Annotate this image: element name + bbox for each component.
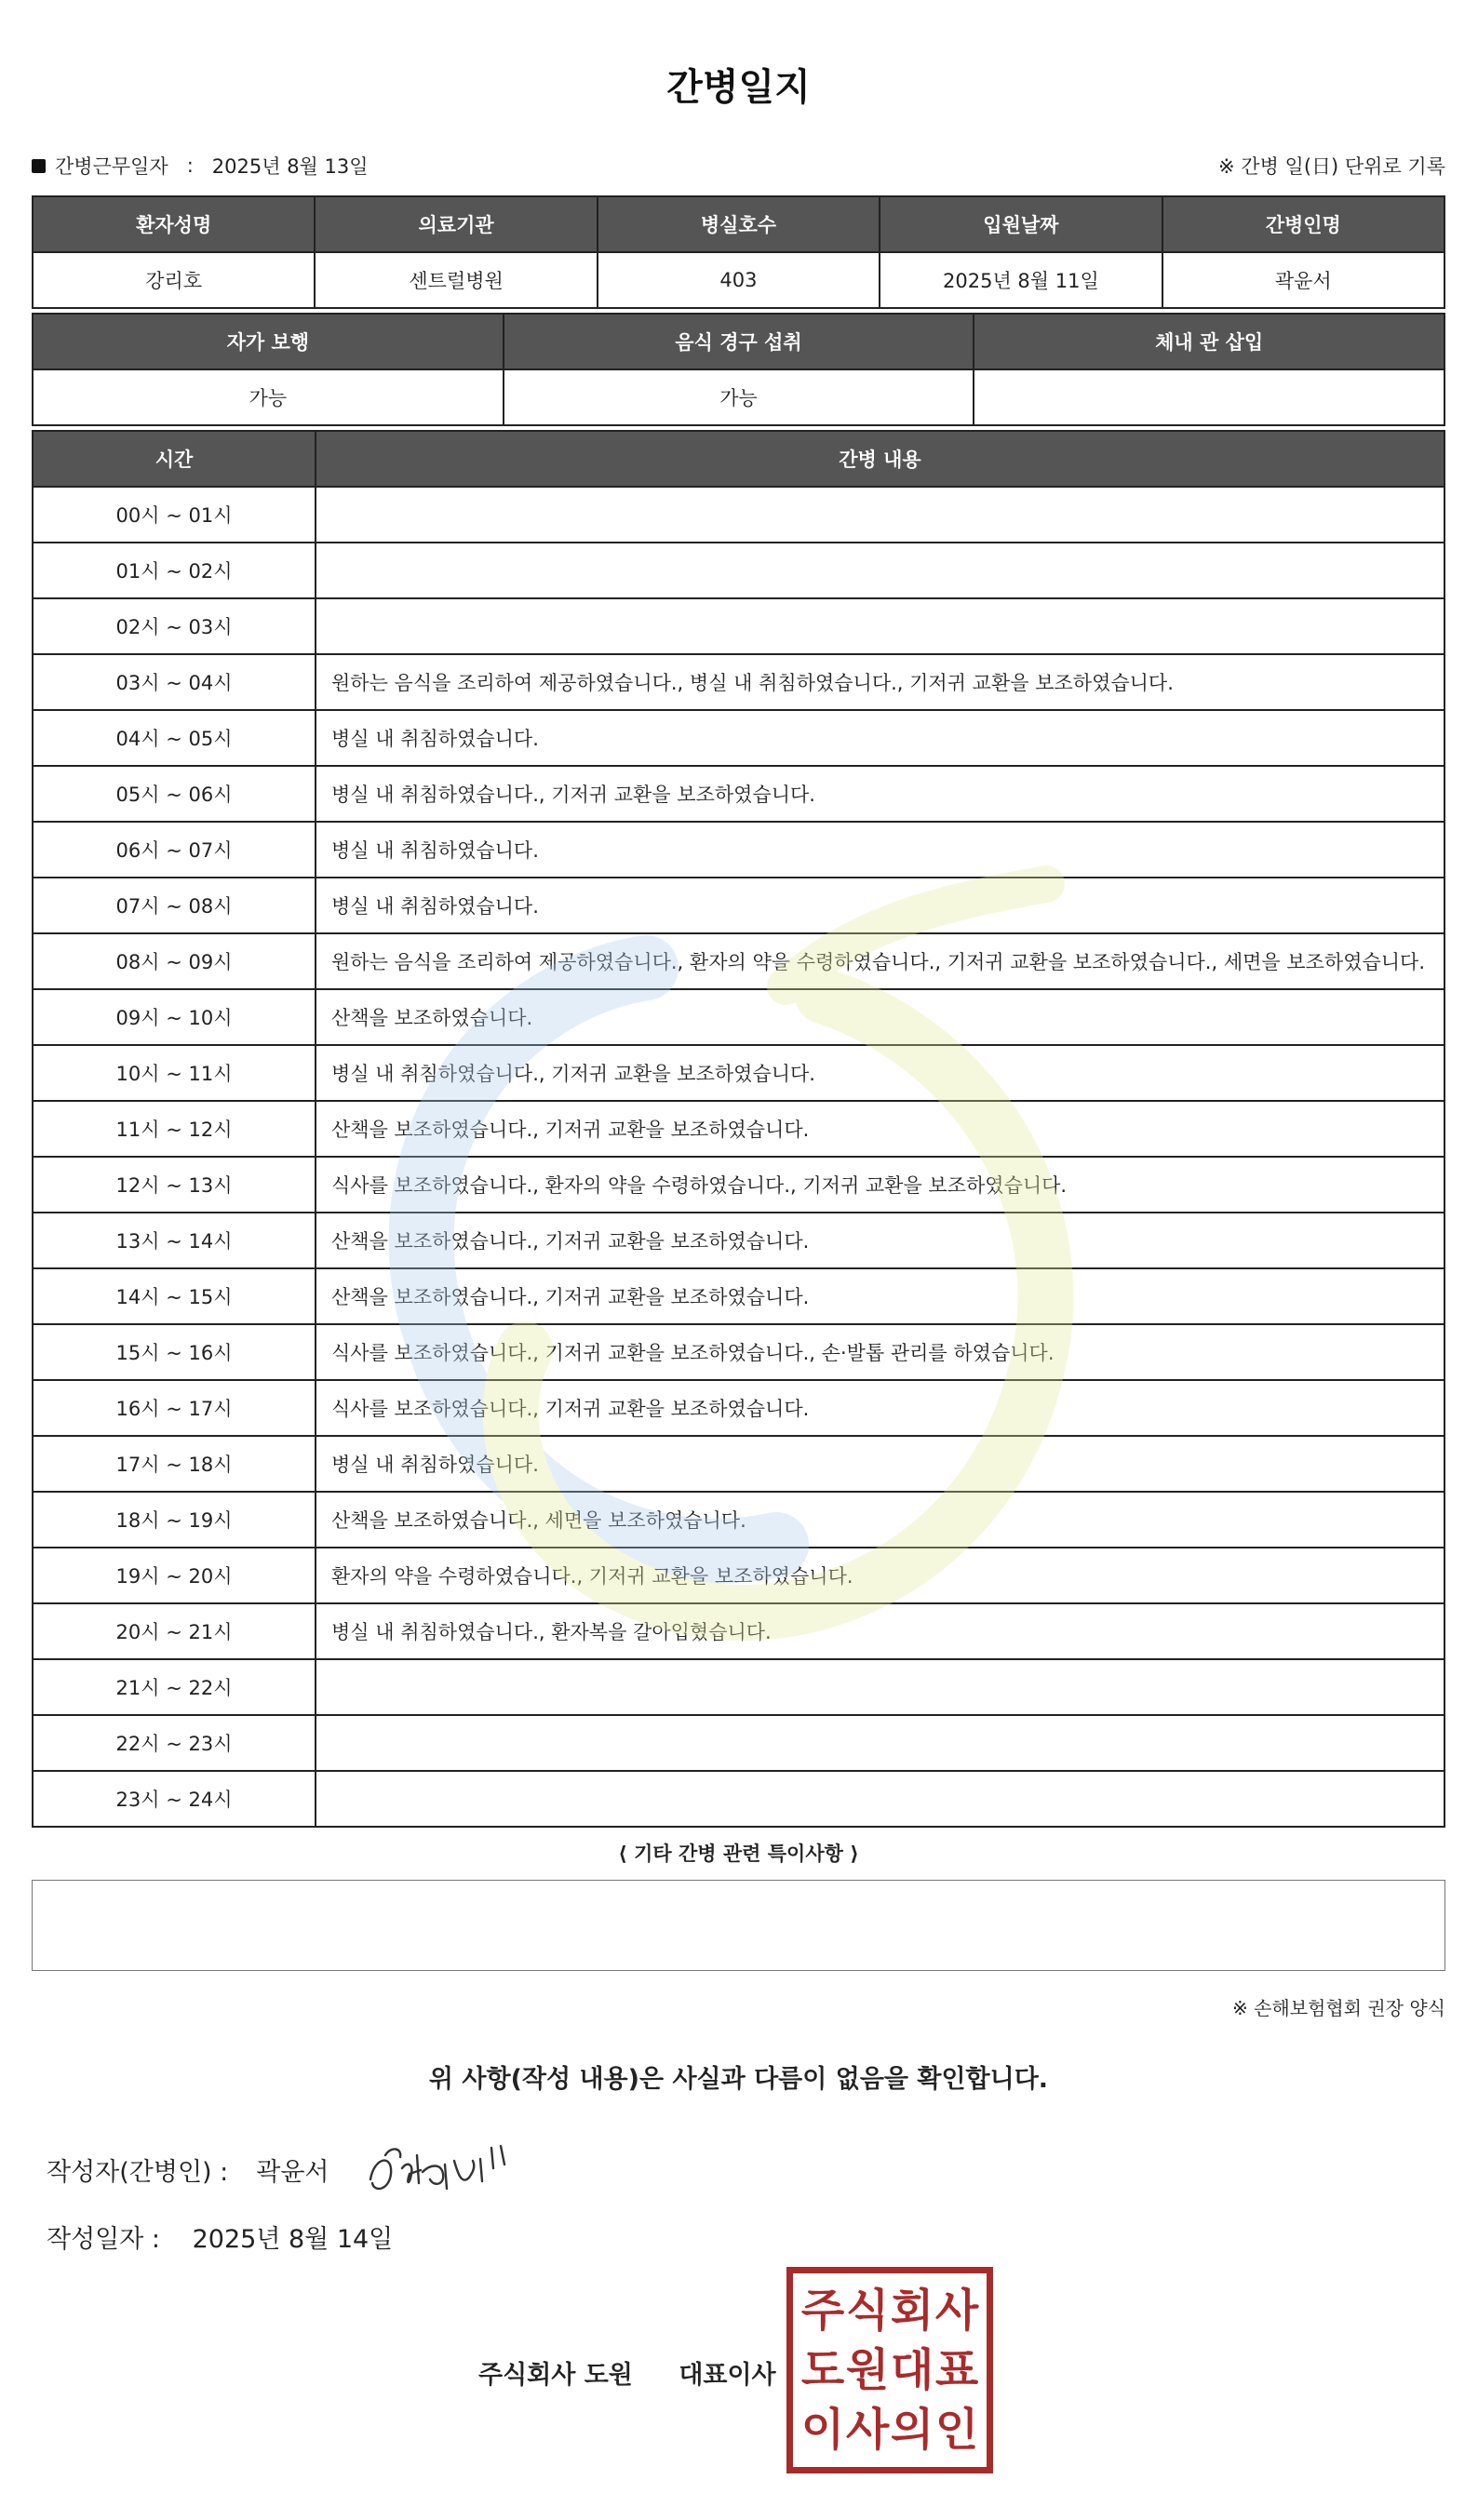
time-slot: 20시 ~ 21시 <box>33 1603 316 1659</box>
meta-row <box>32 152 1445 181</box>
time-slot: 10시 ~ 11시 <box>33 1045 316 1101</box>
page-title: 간병일지 <box>666 66 811 109</box>
patient-info-table <box>32 195 1445 309</box>
care-content: 식사를 보조하였습니다., 기저귀 교환을 보조하였습니다., 손·발톱 관리를 하였습니다. <box>316 1324 1444 1380</box>
time-slot: 17시 ~ 18시 <box>33 1436 316 1492</box>
header-care-content: 간병 내용 <box>316 431 1444 487</box>
care-content: 원하는 음식을 조리하여 제공하였습니다., 환자의 약을 수령하였습니다., 기저귀 교환을 보조하였습니다., 세면을 보조하였습니다. <box>316 933 1444 989</box>
record-unit-note: ※ 간병 일(日) 단위로 기록 <box>1218 155 1445 178</box>
seal-character: 대 <box>890 2344 934 2396</box>
header-caregiver: 간병인명 <box>1162 196 1444 252</box>
confirmation-statement: 위 사항(작성 내용)은 사실과 다름이 없음을 확인합니다. <box>428 2065 1049 2094</box>
table-row <box>33 710 1444 766</box>
time-slot: 19시 ~ 20시 <box>33 1548 316 1603</box>
care-content: 병실 내 취침하였습니다., 환자복을 갈아입혔습니다. <box>316 1603 1444 1659</box>
company-name: 주식회사 도원 <box>478 2361 633 2390</box>
header-oral-intake: 음식 경구 섭취 <box>504 314 974 369</box>
patient-value-row <box>33 252 1444 308</box>
care-content <box>316 1771 1444 1827</box>
time-slot: 12시 ~ 13시 <box>33 1157 316 1213</box>
time-slot: 08시 ~ 09시 <box>33 933 316 989</box>
seal-character: 도 <box>800 2344 845 2396</box>
time-slot: 05시 ~ 06시 <box>33 766 316 822</box>
care-content <box>316 598 1444 654</box>
written-date-label: 작성일자 : <box>47 2225 161 2254</box>
handwritten-signature <box>365 2137 514 2205</box>
time-slot: 07시 ~ 08시 <box>33 878 316 933</box>
time-slot: 02시 ~ 03시 <box>33 598 316 654</box>
seal-character: 식 <box>845 2285 890 2337</box>
time-slot: 16시 ~ 17시 <box>33 1380 316 1436</box>
care-content: 산책을 보조하였습니다., 기저귀 교환을 보조하였습니다. <box>316 1213 1444 1268</box>
patient-status-table <box>32 313 1445 426</box>
seal-character: 사 <box>934 2285 979 2337</box>
seal-character: 회 <box>890 2285 934 2337</box>
patient-name: 강리호 <box>33 252 315 308</box>
seal-character: 표 <box>934 2344 979 2396</box>
time-slot: 22시 ~ 23시 <box>33 1715 316 1771</box>
care-content: 병실 내 취침하였습니다. <box>316 1436 1444 1492</box>
care-content: 산책을 보조하였습니다., 세면을 보조하였습니다. <box>316 1492 1444 1548</box>
table-row <box>33 1157 1444 1213</box>
care-log-table <box>32 430 1445 1828</box>
table-row <box>33 822 1444 878</box>
admission-date: 2025년 8월 11일 <box>880 252 1162 308</box>
table-row <box>33 654 1444 710</box>
table-row <box>33 487 1444 543</box>
care-content: 원하는 음식을 조리하여 제공하였습니다., 병실 내 취침하였습니다., 기저귀 교환을 보조하였습니다. <box>316 654 1444 710</box>
patient-header-row <box>33 196 1444 252</box>
header-room: 병실호수 <box>598 196 880 252</box>
header-admission-date: 입원날짜 <box>880 196 1162 252</box>
table-row <box>33 1771 1444 1827</box>
time-slot: 04시 ~ 05시 <box>33 710 316 766</box>
work-date-colon: : <box>186 154 194 177</box>
time-slot: 03시 ~ 04시 <box>33 654 316 710</box>
care-content: 산책을 보조하였습니다., 기저귀 교환을 보조하였습니다. <box>316 1268 1444 1324</box>
written-date-line <box>47 2218 393 2255</box>
room-number: 403 <box>598 252 880 308</box>
care-content: 병실 내 취침하였습니다., 기저귀 교환을 보조하였습니다. <box>316 766 1444 822</box>
company-line <box>478 2354 776 2391</box>
header-tube-insertion: 체내 관 삽입 <box>974 314 1444 369</box>
care-content: 병실 내 취침하였습니다. <box>316 878 1444 933</box>
time-slot: 14시 ~ 15시 <box>33 1268 316 1324</box>
table-row <box>33 1324 1444 1380</box>
self-walking-value: 가능 <box>33 369 504 425</box>
care-content <box>316 543 1444 598</box>
bullet-square-icon <box>32 159 46 173</box>
header-time: 시간 <box>33 431 316 487</box>
status-value-row <box>33 369 1444 425</box>
time-slot: 09시 ~ 10시 <box>33 989 316 1045</box>
care-content: 식사를 보조하였습니다., 기저귀 교환을 보조하였습니다. <box>316 1380 1444 1436</box>
time-slot: 01시 ~ 02시 <box>33 543 316 598</box>
header-self-walking: 자가 보행 <box>33 314 504 369</box>
header-patient-name: 환자성명 <box>33 196 315 252</box>
seal-character: 이 <box>800 2404 845 2456</box>
hospital-name: 센트럴병원 <box>315 252 597 308</box>
care-content: 병실 내 취침하였습니다. <box>316 822 1444 878</box>
table-row <box>33 543 1444 598</box>
table-row <box>33 1213 1444 1268</box>
work-date-label: 간병근무일자 <box>55 155 168 178</box>
table-row <box>33 1045 1444 1101</box>
seal-characters <box>800 2281 979 2460</box>
tube-insertion-value <box>974 369 1444 425</box>
time-slot: 18시 ~ 19시 <box>33 1492 316 1548</box>
seal-character: 인 <box>934 2404 979 2456</box>
writer-name: 곽윤서 <box>256 2158 329 2187</box>
notes-box <box>32 1880 1445 1971</box>
written-date-value: 2025년 8월 14일 <box>192 2225 394 2254</box>
time-slot: 23시 ~ 24시 <box>33 1771 316 1827</box>
seal-character: 원 <box>845 2344 890 2396</box>
table-row <box>33 989 1444 1045</box>
time-slot: 15시 ~ 16시 <box>33 1324 316 1380</box>
table-row <box>33 1380 1444 1436</box>
oral-intake-value: 가능 <box>504 369 974 425</box>
time-slot: 21시 ~ 22시 <box>33 1659 316 1715</box>
writer-line <box>47 2151 329 2188</box>
company-seal-stamp <box>786 2267 993 2473</box>
seal-character: 사 <box>845 2404 890 2456</box>
seal-character: 주 <box>800 2285 845 2337</box>
seal-character: 의 <box>890 2404 934 2456</box>
care-content <box>316 487 1444 543</box>
table-row <box>33 1603 1444 1659</box>
table-row <box>33 1101 1444 1157</box>
time-slot: 06시 ~ 07시 <box>33 822 316 878</box>
work-date-value: 2025년 8월 13일 <box>211 155 369 178</box>
care-content: 병실 내 취침하였습니다. <box>316 710 1444 766</box>
care-content: 식사를 보조하였습니다., 환자의 약을 수령하였습니다., 기저귀 교환을 보조하였습니다. <box>316 1157 1444 1213</box>
care-content: 산책을 보조하였습니다. <box>316 989 1444 1045</box>
log-header-row <box>33 431 1444 487</box>
company-ceo-title: 대표이사 <box>679 2361 776 2390</box>
form-source-note: ※ 손해보험협회 권장 양식 <box>1231 1997 1445 2019</box>
care-content: 산책을 보조하였습니다., 기저귀 교환을 보조하였습니다. <box>316 1101 1444 1157</box>
table-row <box>33 1659 1444 1715</box>
table-row <box>33 1268 1444 1324</box>
table-row <box>33 933 1444 989</box>
work-date <box>32 152 369 180</box>
time-slot: 13시 ~ 14시 <box>33 1213 316 1268</box>
header-hospital: 의료기관 <box>315 196 597 252</box>
status-header-row <box>33 314 1444 369</box>
table-row <box>33 598 1444 654</box>
table-row <box>33 1492 1444 1548</box>
writer-label: 작성자(간병인) : <box>47 2158 229 2187</box>
time-slot: 11시 ~ 12시 <box>33 1101 316 1157</box>
table-row <box>33 1548 1444 1603</box>
care-content <box>316 1715 1444 1771</box>
table-row <box>33 878 1444 933</box>
caregiver-name: 곽윤서 <box>1162 252 1444 308</box>
care-content: 병실 내 취침하였습니다., 기저귀 교환을 보조하였습니다. <box>316 1045 1444 1101</box>
table-row <box>33 1715 1444 1771</box>
care-content: 환자의 약을 수령하였습니다., 기저귀 교환을 보조하였습니다. <box>316 1548 1444 1603</box>
notes-title: ⟨ 기타 간병 관련 특이사항 ⟩ <box>618 1843 859 1865</box>
table-row <box>33 766 1444 822</box>
table-row <box>33 1436 1444 1492</box>
care-content <box>316 1659 1444 1715</box>
time-slot: 00시 ~ 01시 <box>33 487 316 543</box>
